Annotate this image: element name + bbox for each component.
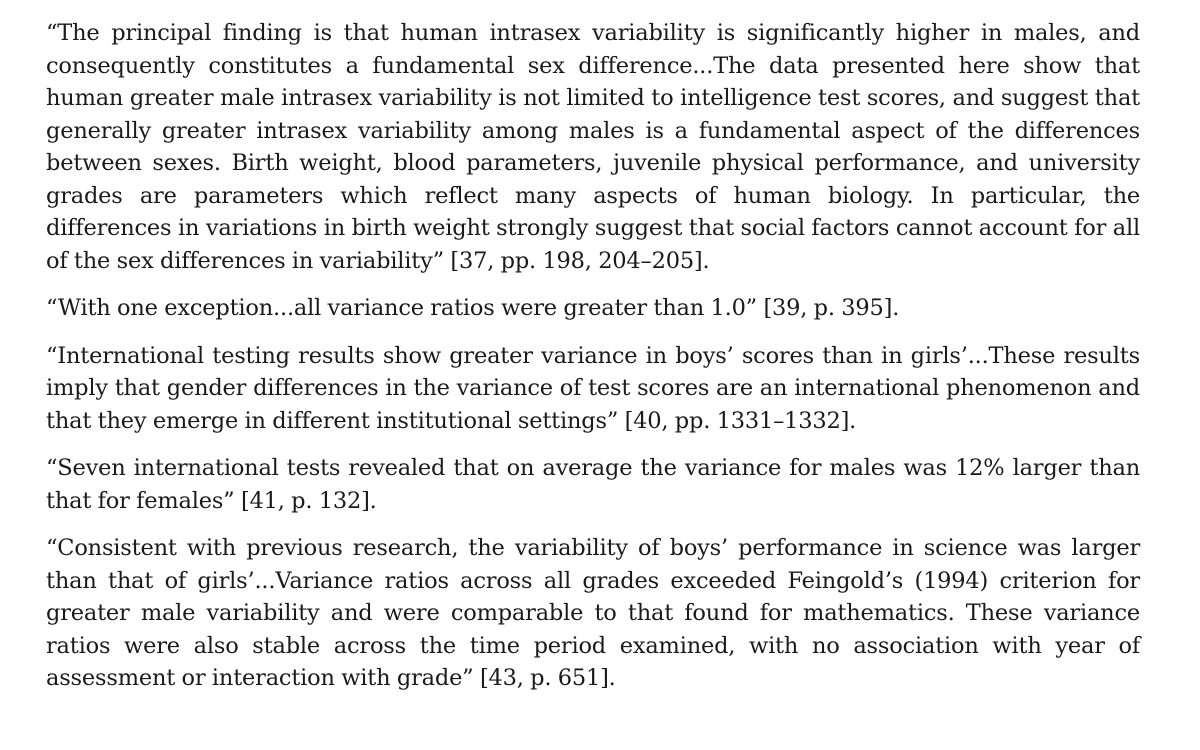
quote-text-3: “International testing results show greater variance in boys’ scores than in girls’...These results imply that gender differences in the variance of test scores are an international phenomenon and that they emerge in different institutional settings”: [46, 342, 1140, 434]
quote-paragraph-4: [46, 452, 1140, 517]
quote-citation-1: [37, pp. 198, 204–205].: [450, 247, 710, 274]
quote-citation-5: [43, p. 651].: [479, 665, 616, 691]
quote-citation-3: [40, pp. 1331–1332].: [624, 407, 857, 434]
quote-citation-4: [41, p. 132].: [240, 487, 377, 514]
quote-paragraph-1: [46, 17, 1140, 277]
quote-citation-2: [39, p. 395].: [763, 295, 900, 321]
quote-text-1: “The principal finding is that human intrasex variability is significantly higher in males, and consequently constitutes a fundamental sex difference...The data presented here show that human greater male intrasex variability is not limited to intelligence test scores, and suggest that generally greater intrasex variability among males is a fundamental aspect of the differences between sexes. Birth weight, blood parameters, juvenile physical performance, and university grades are parameters which reflect many aspects of human biology. In particular, the differences in variations in birth weight strongly suggest that social factors cannot account for all of the sex differences in variability”: [46, 20, 1140, 274]
quote-text-5: “Consistent with previous research, the variability of boys’ performance in science was larger than that of girls’...Variance ratios across all grades exceeded Feingold’s (1994) criterion for greater male variability and were comparable to that found for mathematics. These variance ratios were also stable across the time period examined, with no association with year of assessment or interaction with grade”: [46, 535, 1140, 691]
quote-text-4: “Seven international tests revealed that on average the variance for males was 12% larger than that for females”: [46, 455, 1140, 514]
quote-paragraph-5: [46, 532, 1140, 695]
quote-paragraph-2: [46, 292, 1140, 325]
document-page: [46, 17, 1140, 695]
quote-paragraph-3: [46, 340, 1140, 438]
quote-text-2: “With one exception...all variance ratios were greater than 1.0”: [46, 295, 757, 321]
